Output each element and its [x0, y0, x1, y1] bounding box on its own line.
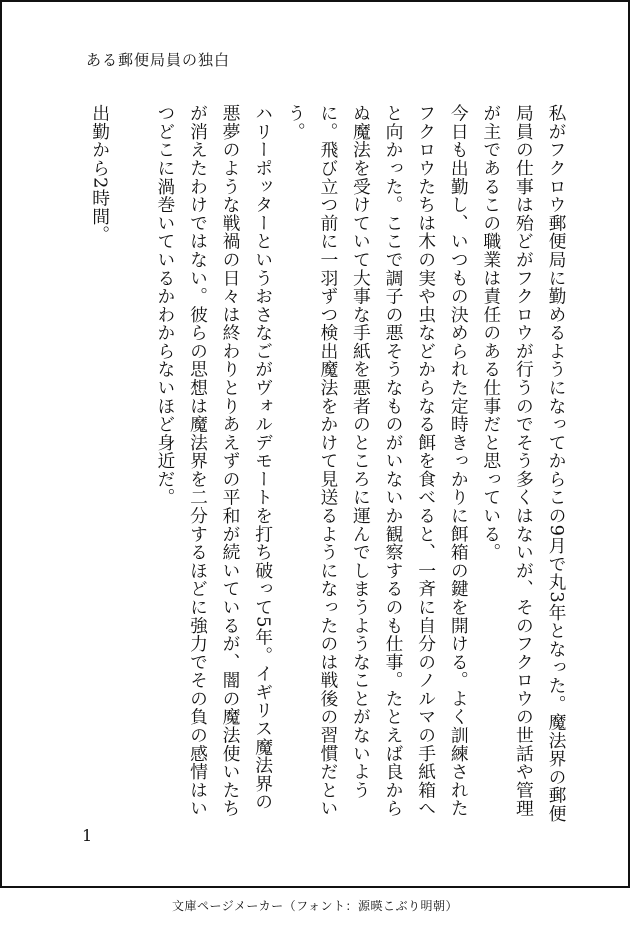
footer-credit: 文庫ページメーカー（フォント：源暎こぶり明朝）: [171, 899, 459, 913]
paragraph-4: 出勤から2時間。: [89, 104, 111, 244]
page-header-title: ある郵便局員の独白: [86, 51, 231, 69]
vertical-body-text: [83, 104, 572, 824]
paragraph-2: 今日も出勤し、いつもの決められた定時きっかりに餌箱の鍵を開ける。よく訓練されたフクロウたちは木の実や虫などからなる餌を食べると、一斉に自分のノルマの手紙箱へと向かった。ここで調子の悪そうなものがいないか観察するのも仕事。たとえば良からぬ魔法を受けていて大事な手紙を悪者のところに運んでしまうようなことがないように。飛び立つ前に一羽ずつ検出魔法をかけて見送るようになったのは戦後の習慣だという。: [285, 104, 470, 818]
page-number: 1: [82, 826, 93, 845]
paragraph-1: 私がフクロウ郵便局に勤めるようになってからこの9月で丸3年となった。魔法界の郵便局員の仕事は殆どがフクロウが行うのでそう多くはないが、そのフクロウの世話や管理が主であるこの職業は責任のある仕事だと思っている。: [480, 104, 567, 823]
paragraph-3: ハリーポッターというおさなごがヴォルデモートを打ち破って5年。イギリス魔法界の悪夢のような戦禍の日々は終わりとりあえずの平和が続いているが、闇の魔法使いたちが消えたわけではない。彼らの思想は魔法界を二分するほどに強力でその負の感情はいつどこに渦巻いているかわからないほど身近だ。: [154, 104, 274, 818]
